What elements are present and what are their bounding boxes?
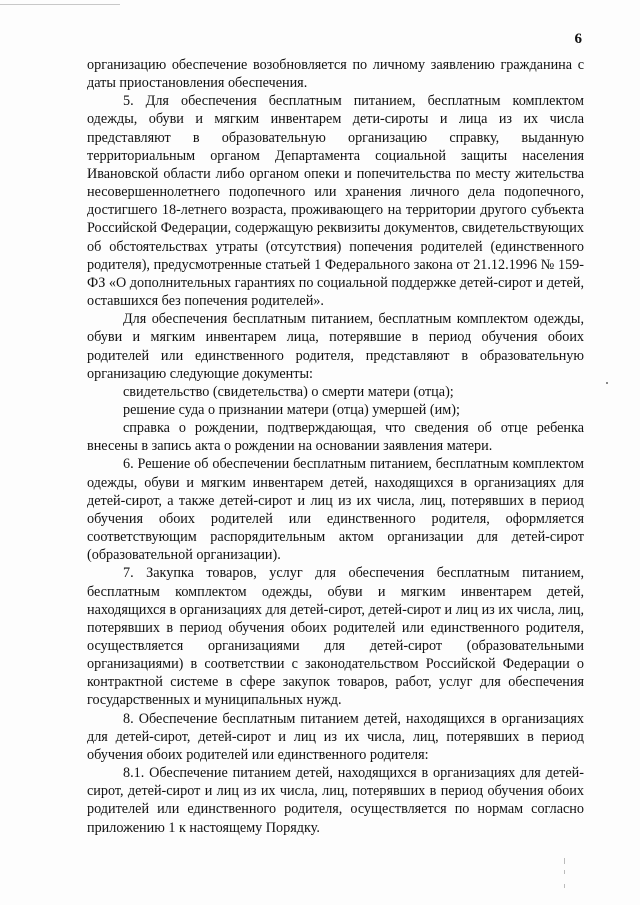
paragraph-5-documents: Для обеспечения бесплатным питанием, бесплатным комплектом одежды, обуви и мягким инвентарем лица, потерявшие в период обучения обоих родителей или единственного родителя, представляют в образовательную организацию следующие документы:	[87, 311, 584, 382]
paragraph-7: 7. Закупка товаров, услуг для обеспечения бесплатным питанием, бесплатным комплектом одежды, обуви и мягким инвентарем детей, находящихся в организациях для детей-сирот, детей-сирот и лиц из их числа, лиц, потерявших в период обучения обоих родителей или единственного родителя, осуществляется организациями для детей-сирот (образовательными организациями) в соответствии с законодательством Российской Федерации о контрактной системе в сфере закупок товаров, работ, услуг для обеспечения государственных и муниципальных нужд.	[87, 565, 584, 709]
paragraph-8: 8. Обеспечение бесплатным питанием детей, находящихся в организациях для детей-сирот, детей-сирот и лиц из их числа, лиц, потерявших в период обучения обоих родителей или единственного родителя:	[87, 710, 584, 763]
scan-mark-2	[564, 870, 565, 874]
document-list-item-court-decision: решение суда о признании матери (отца) умершей (им);	[123, 401, 460, 418]
scan-dot	[606, 382, 608, 384]
paragraph-5: 5. Для обеспечения бесплатным питанием, бесплатным комплектом одежды, обуви и мягким инвентарем дети-сироты и лица из их числа представляют в образовательную организацию справку, выданную территориальным органом Департамента социальной защиты населения Ивановской области либо органом опеки и попечительства по месту жительства несовершеннолетнего подопечного или хранения личного дела подопечного, достигшего 18-летнего возраста, проживающего на территории другого субъекта Российской Федерации, содержащую реквизиты документов, свидетельствующих об обстоятельствах утраты (отсутствия) попечения родителей (единственного родителя), предусмотренные статьей 1 Федерального закона от 21.12.1996 № 159-ФЗ «О дополнительных гарантиях по социальной поддержке детей-сирот и детей, оставшихся без попечения родителей».	[87, 93, 584, 310]
top-edge-rule	[0, 4, 120, 5]
document-body	[87, 56, 584, 837]
scan-mark-1	[564, 858, 565, 864]
paragraph-6: 6. Решение об обеспечении бесплатным питанием, бесплатным комплектом одежды, обуви и мягким инвентарем детей, находящихся в организациях для детей-сирот, а также детей-сирот и лиц из их числа, лиц, потерявших в период обучения обоих родителей или единственного родителя, оформляется соответствующим распорядительным актом организации для детей-сирот (образовательной организации).	[87, 456, 584, 564]
document-list-item-death-certificate: свидетельство (свидетельства) о смерти матери (отца);	[123, 383, 454, 400]
paragraph-8-1: 8.1. Обеспечение питанием детей, находящихся в организациях для детей-сирот, детей-сирот и лиц из их числа, лиц, потерявших в период обучения обоих родителей или единственного родителя, осуществляется по нормам согласно приложению 1 к настоящему Порядку.	[87, 765, 584, 836]
document-list-item-birth-certificate: справка о рождении, подтверждающая, что сведения об отце ребенка внесены в запись акта о рождении на основании заявления матери.	[87, 420, 584, 455]
paragraph-continuation: организацию обеспечение возобновляется по личному заявлению гражданина с даты приостановления обеспечения.	[87, 57, 584, 92]
scan-mark-3	[564, 884, 565, 888]
page-number: 6	[574, 31, 582, 47]
